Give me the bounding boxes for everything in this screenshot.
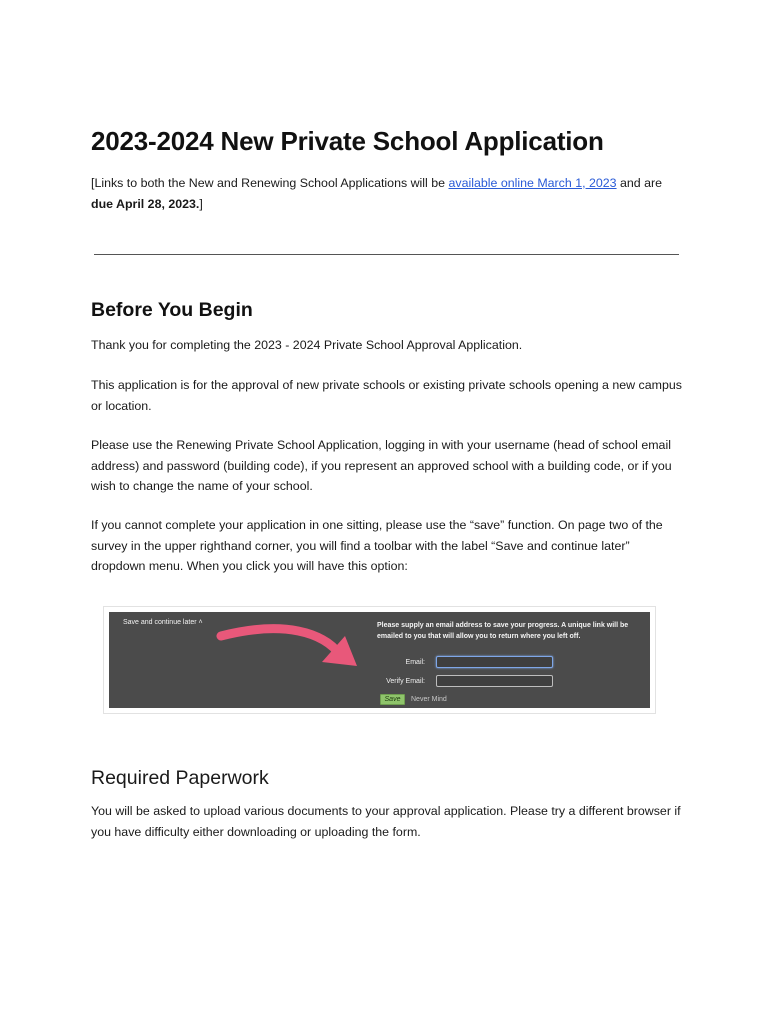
save-dialog-screenshot xyxy=(103,606,656,714)
intro-suffix: ] xyxy=(199,197,203,211)
availability-link[interactable]: available online March 1, 2023 xyxy=(448,176,617,190)
intro-prefix: [Links to both the New and Renewing School Applications will be xyxy=(91,176,449,190)
paragraph-upload-documents: You will be asked to upload various documents to your approval application. Please try a different browser if you have difficulty either downloading or uploading the form. xyxy=(91,804,681,839)
intro-note xyxy=(91,173,686,215)
email-field xyxy=(436,656,553,668)
save-dialog-panel xyxy=(109,612,650,708)
horizontal-divider xyxy=(94,254,679,255)
verify-email-label: Verify Email: xyxy=(386,678,425,685)
paragraph-renewing-instructions: Please use the Renewing Private School Application, logging in with your username (head of school email address) and password (building code), if you represent an approved school with a building code, or if you wish to change the name of your school. xyxy=(91,438,672,493)
paragraph-save-instructions: If you cannot complete your application in one sitting, please use the “save” function. On page two of the survey in the upper righthand corner, you will find a toolbar with the label “Save and continue later” dropdown menu. When you click you will have this option: xyxy=(91,518,663,573)
paragraph-application-purpose: This application is for the approval of new private schools or existing private schools opening a new campus or location. xyxy=(91,378,682,413)
email-label: Email: xyxy=(405,659,425,666)
section-heading-required-paperwork: Required Paperwork xyxy=(91,767,269,789)
verify-email-field xyxy=(436,675,553,687)
paragraph-thank-you: Thank you for completing the 2023 - 2024 Private School Approval Application. xyxy=(91,338,523,352)
save-continue-dropdown: Save and continue later ˄ xyxy=(123,619,203,626)
due-date: due April 28, 2023. xyxy=(91,197,200,211)
intro-middle: and are xyxy=(616,176,663,190)
page-title: 2023-2024 New Private School Application xyxy=(91,126,604,156)
arrow-shaft xyxy=(221,629,341,656)
never-mind-link: Never Mind xyxy=(411,696,447,703)
section-heading-before-you-begin: Before You Begin xyxy=(91,299,253,321)
save-progress-message: Please supply an email address to save your progress. A unique link will be emailed to you that will allow you to return where you left off. xyxy=(377,622,629,640)
save-button: Save xyxy=(380,694,405,705)
